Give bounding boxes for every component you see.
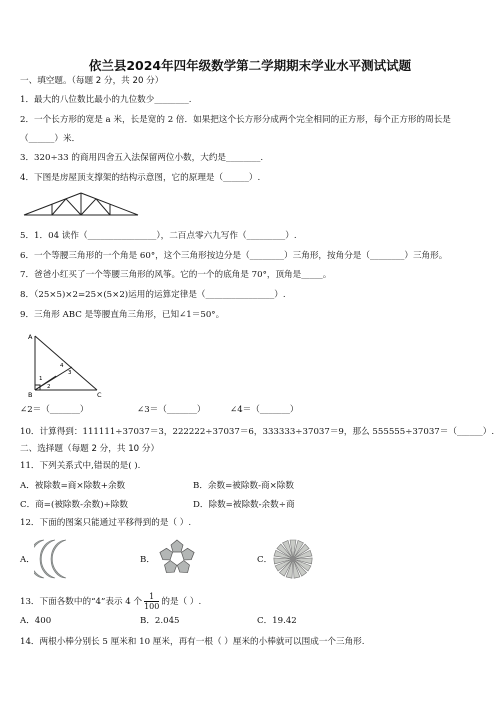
pentagon-flower-pattern [157,538,197,578]
q12-option-a-label: A． [20,555,35,565]
question-14: 14．两根小棒分别长 5 厘米和 10 厘米，再有一根（ ）厘米的小棒就可以围成一个三角形. [20,637,365,647]
question-12: 12．下面的图案只能通过平移得到的是（ ）. [20,518,192,528]
fraction-denominator: 100 [144,602,160,611]
q13-option-b: B．2.045 [140,616,180,626]
question-11: 11．下列关系式中,错误的是( ). [20,461,141,471]
question-3: 3．320÷33 的商用四舍五入法保留两位小数，大约是________. [20,153,264,163]
question-10: 10．计算得到：111111÷37037＝3，222222÷37037＝6，333333÷37037＝9，那么 555555÷37037＝（______）. [20,427,495,437]
question-13-suffix: 的是（ ）. [161,597,202,607]
angle-label-2: 2 [47,384,51,390]
question-2-line-2: （______）米． [20,134,81,144]
triangle-abc-diagram [26,330,106,400]
q13-option-c: C．19.42 [257,616,297,626]
section-heading-fill-blank: 一、填空题。（每题 2 分，共 20 分） [20,76,164,86]
page-title: 依兰县2024年四年级数学第二学期期末学业水平测试试题 [88,58,412,73]
question-8: 8．（25×5)×2=25×(5×2)运用的运算定律是（________________）. [20,290,286,300]
angle-label-4: 4 [60,363,64,369]
crescent-moons-pattern [34,538,84,580]
q12-option-c-label: C． [257,555,273,565]
q13-option-a: A．400 [20,616,52,626]
q12-option-b-label: B． [140,555,155,565]
roof-truss-diagram [22,190,140,220]
vertex-label-a: A [28,333,33,341]
question-5: 5．1．04 读作（________________），二百点零六九写作（_________）. [20,231,297,241]
angle-2-answer: ∠2＝（_______） [20,405,89,415]
angle-4-answer: ∠4＝（_______） [230,405,299,415]
question-6: 6．一个等腰三角形的一个角是 60°，这个三角形按边分是（________）三角形，按角分是（________）三角形。 [20,251,448,261]
angle-label-3: 3 [68,370,72,376]
question-7: 7．爸爸小红买了一个等腰三角形的风筝。它的一个的底角是 70°，顶角是_____。 [20,270,332,280]
question-9: 9．三角形 ABC 是等腰直角三角形，已知∠1＝50°。 [20,310,225,320]
vertex-label-b: B [28,391,33,399]
fraction-one-hundredth [144,592,159,611]
q11-option-b: B．余数=被除数-商×除数 [193,481,294,491]
question-13 [20,592,201,611]
question-1: 1．最大的八位数比最小的九位数少________. [20,95,192,105]
question-13-prefix: 13．下面各数中的“4”表示 4 个 [20,597,143,607]
q11-option-a: A．被除数=商×除数+余数 [20,481,126,491]
q11-option-d: D．除数=被除数-余数÷商 [193,500,295,510]
question-4: 4．下图是房屋顶支撑架的结构示意图，它的原理是（______）. [20,173,261,183]
question-2-line-1: 2．一个长方形的宽是 a 米，长是宽的 2 倍．如果把这个长方形分成两个完全相同的正方形，每个正方形的周长是 [20,115,451,125]
vertex-label-c: C [97,391,102,399]
section-heading-multiple-choice: 二、选择题（每题 2 分，共 10 分） [20,444,160,454]
q11-option-c: C．商=(被除数-余数)÷除数 [20,500,128,510]
angle-label-1: 1 [39,376,43,382]
angle-3-answer: ∠3＝（_______） [137,405,206,415]
radial-fan-pattern [271,537,315,581]
fraction-numerator: 1 [144,592,159,602]
